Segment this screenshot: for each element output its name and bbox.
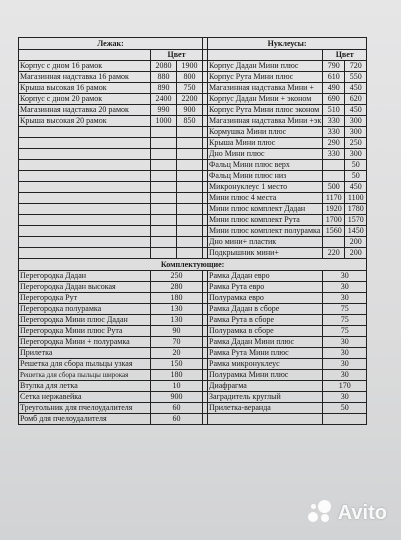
nukleus-price-1: 290 <box>323 138 345 149</box>
lezhak-item-name <box>19 193 151 204</box>
nukleus-price-1: 690 <box>323 94 345 105</box>
table-row <box>19 348 367 359</box>
nukleus-price-2: 1100 <box>345 193 367 204</box>
table-row <box>19 392 367 403</box>
nukleus-item-name: Подкрышник мини+ <box>208 248 323 259</box>
component-item-name: Перегородка Рут <box>19 293 151 304</box>
component-item-name: Рамка микронуклеус <box>208 359 323 370</box>
lezhak-price-1 <box>151 149 177 160</box>
component-price: 30 <box>323 370 367 381</box>
lezhak-price-2 <box>177 215 203 226</box>
component-price: 75 <box>323 304 367 315</box>
nukleus-price-1: 1920 <box>323 204 345 215</box>
lezhak-item-name: Магазинная надставка 16 рамок <box>19 72 151 83</box>
section-header-row <box>19 38 367 50</box>
section-header-row <box>19 259 367 271</box>
lezhak-price-1 <box>151 182 177 193</box>
nukleus-price-1: 490 <box>323 83 345 94</box>
nukleus-price-1 <box>323 160 345 171</box>
section-title-komplektuyushchie: Комплектующие: <box>19 259 367 271</box>
component-item-name: Перегородка Мини плюс Дадан <box>19 315 151 326</box>
lezhak-item-name <box>19 160 151 171</box>
component-price: 20 <box>151 348 203 359</box>
component-item-name: Ромб для пчелоудалителя <box>19 414 151 425</box>
nukleus-item-name: Корпус Рута Мини плюс <box>208 72 323 83</box>
component-item-name: Треугольник для пчелоудалителя <box>19 403 151 414</box>
nukleus-item-name: Корпус Рута Мини плюс эконом <box>208 105 323 116</box>
lezhak-price-2 <box>177 149 203 160</box>
lezhak-price-1: 2080 <box>151 61 177 72</box>
table-row <box>19 337 367 348</box>
nukleus-price-1: 330 <box>323 149 345 160</box>
nukleus-price-1: 500 <box>323 182 345 193</box>
component-price: 30 <box>323 348 367 359</box>
component-price: 75 <box>323 326 367 337</box>
table-row <box>19 315 367 326</box>
table-row <box>19 94 367 105</box>
nukleus-item-name: Магазинная надставка Мини + <box>208 83 323 94</box>
nukleus-price-1 <box>323 171 345 182</box>
component-price: 30 <box>323 392 367 403</box>
nukleus-item-name: Фальц Мини плюс низ <box>208 171 323 182</box>
table-row <box>19 105 367 116</box>
nukleus-item-name: Магазинная надставка Мини +эк <box>209 116 322 125</box>
component-price: 130 <box>151 315 203 326</box>
component-item-name: Рамка Дадан Мини плюс <box>208 337 323 348</box>
lezhak-price-2 <box>177 237 203 248</box>
component-item-name: Сетка нержавейка <box>19 392 151 403</box>
lezhak-price-1 <box>151 138 177 149</box>
lezhak-item-name: Корпус с дном 16 рамок <box>19 61 151 72</box>
component-item-name: Полурамка евро <box>208 293 323 304</box>
table-row <box>19 414 367 425</box>
nukleus-price-1: 1170 <box>323 193 345 204</box>
nukleus-price-1: 1700 <box>323 215 345 226</box>
table-row <box>19 226 367 237</box>
component-price: 70 <box>151 337 203 348</box>
component-item-name: Рамка Дадан евро <box>208 271 323 282</box>
table-row <box>19 116 367 127</box>
component-price: 60 <box>151 403 203 414</box>
nukleus-item-name: Микронуклеус 1 место <box>208 182 323 193</box>
component-price: 50 <box>323 403 367 414</box>
nukleus-price-2: 1780 <box>345 204 367 215</box>
nukleus-price-2: 50 <box>345 171 367 182</box>
nukleus-price-2: 620 <box>345 94 367 105</box>
component-price <box>323 414 367 425</box>
lezhak-item-name: Крыша высокая 20 рамок <box>19 116 151 127</box>
avito-watermark <box>308 500 387 526</box>
table-row <box>19 370 367 381</box>
nukleus-price-1: 1560 <box>323 226 345 237</box>
nukleus-item-name: Мини плюс 4 места <box>208 193 323 204</box>
component-item-name: Перегородка Мини + полурамка <box>19 337 151 348</box>
table-row <box>19 282 367 293</box>
price-table <box>18 37 367 425</box>
lezhak-item-name <box>19 204 151 215</box>
table-row <box>19 83 367 94</box>
lezhak-price-1: 2400 <box>151 94 177 105</box>
lezhak-price-2 <box>177 226 203 237</box>
nukleus-item-name: Крыша Мини плюс <box>208 138 323 149</box>
avito-watermark-text: Avito <box>337 501 387 524</box>
nukleus-price-1 <box>323 237 345 248</box>
component-price: 180 <box>151 370 203 381</box>
lezhak-price-2: 800 <box>177 72 203 83</box>
component-item-name: Рамка Рута Мини плюс <box>208 348 323 359</box>
nukleus-price-2: 550 <box>345 72 367 83</box>
color-header-row <box>19 50 367 61</box>
nukleus-price-2: 300 <box>345 127 367 138</box>
lezhak-price-1: 890 <box>151 83 177 94</box>
nukleus-price-1: 790 <box>323 61 345 72</box>
component-item-name: Решетка для сбора пыльцы широкая <box>19 370 151 381</box>
nukleus-item-name: Корпус Дадан Мини плюс <box>208 61 323 72</box>
component-price: 280 <box>151 282 203 293</box>
nukleus-price-2: 450 <box>345 105 367 116</box>
nukleus-price-2: 1570 <box>345 215 367 226</box>
lezhak-price-2 <box>177 171 203 182</box>
component-price: 10 <box>151 381 203 392</box>
component-item-name: Перегородка Дадан высокая <box>19 282 151 293</box>
lezhak-item-name: Корпус с дном 20 рамок <box>19 94 151 105</box>
component-item-name: Прилетка <box>19 348 151 359</box>
lezhak-price-1 <box>151 160 177 171</box>
lezhak-price-1 <box>151 215 177 226</box>
table-row <box>19 248 367 259</box>
price-table-body <box>19 38 367 425</box>
table-row <box>19 193 367 204</box>
component-price: 75 <box>323 315 367 326</box>
lezhak-price-2: 1900 <box>177 61 203 72</box>
lezhak-item-name <box>19 248 151 259</box>
component-item-name: Полурамка Мини плюс <box>208 370 323 381</box>
lezhak-item-name: Крыша высокая 16 рамок <box>19 83 151 94</box>
nukleus-item-name: Мини плюс комплект полурамка <box>208 226 323 237</box>
nukleus-item-name: Фальц Мини плюс верх <box>208 160 323 171</box>
section-title-nukleusy: Нуклеусы: <box>208 38 367 50</box>
table-row <box>19 171 367 182</box>
color-column-header-right: Цвет <box>323 50 367 61</box>
component-item-name: Рамка Рута в сборе <box>208 315 323 326</box>
lezhak-item-name <box>19 171 151 182</box>
lezhak-price-2 <box>177 160 203 171</box>
lezhak-item-name <box>19 237 151 248</box>
component-price: 30 <box>323 359 367 370</box>
nukleus-price-2: 720 <box>345 61 367 72</box>
nukleus-item-name: Мини плюс комплект Рута <box>208 215 323 226</box>
table-row <box>19 304 367 315</box>
nukleus-item-name: Кормушка Мини плюс <box>208 127 323 138</box>
lezhak-item-name: Магазинная надставка 20 рамок <box>19 105 151 116</box>
nukleus-price-2: 300 <box>345 149 367 160</box>
component-item-name: Втулка для летка <box>19 381 151 392</box>
lezhak-price-1: 880 <box>151 72 177 83</box>
lezhak-item-name <box>19 127 151 138</box>
component-price: 30 <box>323 282 367 293</box>
nukleus-price-1: 330 <box>323 116 345 127</box>
component-price: 30 <box>323 293 367 304</box>
lezhak-price-1 <box>151 237 177 248</box>
nukleus-price-2: 300 <box>345 116 367 127</box>
lezhak-price-1 <box>151 226 177 237</box>
table-row <box>19 182 367 193</box>
lezhak-item-name <box>19 226 151 237</box>
component-price: 30 <box>323 337 367 348</box>
component-item-name: Перегородка полурамка <box>19 304 151 315</box>
nukleus-price-2: 450 <box>345 83 367 94</box>
lezhak-price-2: 2200 <box>177 94 203 105</box>
table-row <box>19 403 367 414</box>
table-row <box>19 237 367 248</box>
component-item-name: Полурамка в сборе <box>208 326 323 337</box>
component-item-name: Рамка Дадан в сборе <box>208 304 323 315</box>
nukleus-item-name: Дно Мини плюс <box>208 149 323 160</box>
component-price: 130 <box>151 304 203 315</box>
lezhak-price-2 <box>177 204 203 215</box>
component-item-name: Заградитель круглый <box>208 392 323 403</box>
nukleus-price-2: 200 <box>345 248 367 259</box>
table-row <box>19 72 367 83</box>
component-price: 90 <box>151 326 203 337</box>
lezhak-price-2 <box>177 138 203 149</box>
lezhak-price-2 <box>177 193 203 204</box>
component-price: 150 <box>151 359 203 370</box>
table-row <box>19 293 367 304</box>
component-item-name: Рамка Рута евро <box>208 282 323 293</box>
nukleus-item-name: Мини плюс комплект Дадан <box>208 204 323 215</box>
table-row <box>19 215 367 226</box>
avito-logo-icon <box>308 500 334 526</box>
lezhak-price-2: 900 <box>177 105 203 116</box>
lezhak-price-2 <box>177 127 203 138</box>
lezhak-item-name <box>19 138 151 149</box>
section-title-lezhak: Лежак: <box>19 38 203 50</box>
table-row <box>19 381 367 392</box>
table-row <box>19 359 367 370</box>
component-item-name: Перегородка Мини плюс Рута <box>19 326 151 337</box>
nukleus-price-2: 250 <box>345 138 367 149</box>
component-item-name: Перегородка Дадан <box>19 271 151 282</box>
lezhak-price-1 <box>151 204 177 215</box>
table-row <box>19 61 367 72</box>
nukleus-price-2: 200 <box>345 237 367 248</box>
component-price: 900 <box>151 392 203 403</box>
nukleus-price-2: 1450 <box>345 226 367 237</box>
table-row <box>19 138 367 149</box>
lezhak-price-2: 850 <box>177 116 203 127</box>
nukleus-price-1: 510 <box>323 105 345 116</box>
component-price: 170 <box>323 381 367 392</box>
lezhak-item-name <box>19 149 151 160</box>
lezhak-price-2 <box>177 248 203 259</box>
lezhak-item-name <box>19 182 151 193</box>
component-item-name <box>208 414 323 425</box>
table-row <box>19 127 367 138</box>
color-column-header-left: Цвет <box>151 50 203 61</box>
table-row <box>19 149 367 160</box>
component-item-name: Диафрагма <box>208 381 323 392</box>
nukleus-price-2: 450 <box>345 182 367 193</box>
component-price: 60 <box>151 414 203 425</box>
table-row <box>19 204 367 215</box>
component-price: 180 <box>151 293 203 304</box>
component-price: 250 <box>151 271 203 282</box>
lezhak-price-1 <box>151 171 177 182</box>
table-row <box>19 326 367 337</box>
nukleus-price-2: 50 <box>345 160 367 171</box>
component-item-name: Решетка для сбора пыльцы узкая <box>19 359 151 370</box>
nukleus-item-name: Корпус Дадан Мини + эконом <box>208 94 323 105</box>
lezhak-price-1: 990 <box>151 105 177 116</box>
lezhak-price-2: 750 <box>177 83 203 94</box>
lezhak-price-2 <box>177 182 203 193</box>
lezhak-price-1 <box>151 248 177 259</box>
component-item-name: Прилетка-веранда <box>208 403 323 414</box>
lezhak-item-name <box>19 215 151 226</box>
component-price: 30 <box>323 271 367 282</box>
lezhak-price-1 <box>151 127 177 138</box>
nukleus-price-1: 220 <box>323 248 345 259</box>
lezhak-price-1 <box>151 193 177 204</box>
table-row <box>19 271 367 282</box>
lezhak-price-1: 1000 <box>151 116 177 127</box>
nukleus-price-1: 610 <box>323 72 345 83</box>
nukleus-item-name: Дно мини+ пластик <box>208 237 323 248</box>
nukleus-price-1: 330 <box>323 127 345 138</box>
table-row <box>19 160 367 171</box>
